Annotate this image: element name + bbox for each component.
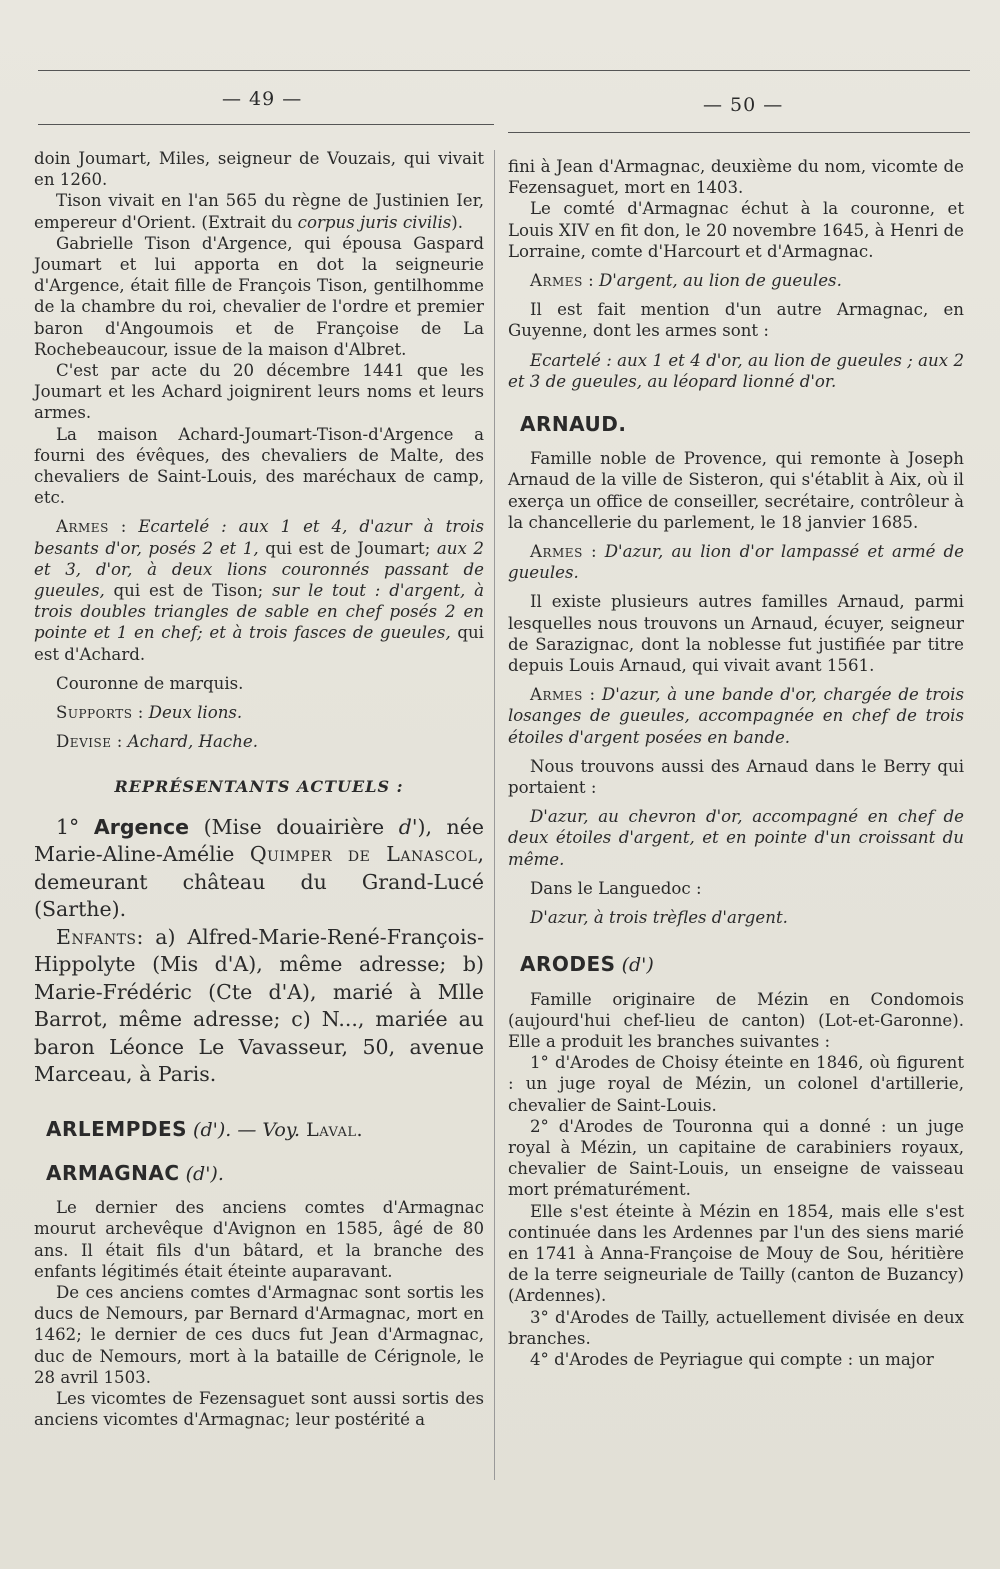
column-divider: [494, 150, 495, 1480]
paragraph: doin Joumart, Miles, seigneur de Vouzais, qui vivait en 1260.: [34, 149, 484, 190]
paragraph: Le dernier des anciens comtes d'Armagnac mourut archevêque d'Avignon en 1585, âgé de 80 ans. Il était fils d'un bâtard, et la branche des enfants légitimés était éteinte auparavant.: [34, 1198, 484, 1281]
paragraph: 4° d'Arodes de Peyriague qui compte : un major: [530, 1349, 934, 1369]
paragraph: Les vicomtes de Fezensaguet sont aussi sortis des anciens vicomtes d'Armagnac; leur postérité a: [34, 1388, 484, 1430]
paragraph: Nous trouvons aussi des Arnaud dans le Berry qui portaient :: [508, 756, 964, 798]
blazon: D'azur, à trois trèfles d'argent.: [530, 908, 788, 928]
paragraph: 1° d'Arodes de Choisy éteinte en 1846, où figurent : un juge royal de Mézin, un colonel d'artillerie, chevalier de Saint-Louis.: [508, 1053, 964, 1115]
paragraph: Famille originaire de Mézin en Condomois (aujourd'hui chef-lieu de canton) (Lot-et-Garonne). Elle a produit les branches suivantes :: [508, 989, 964, 1051]
paragraph: fini à Jean d'Armagnac, deuxième du nom, vicomte de Fezensaguet, mort en 1403.: [508, 157, 964, 198]
paragraph: 3° d'Arodes de Tailly, actuellement divisée en deux branches.: [508, 1307, 964, 1348]
left-column: [34, 148, 484, 1430]
paragraph: C'est par acte du 20 décembre 1441 que les Joumart et les Achard joignirent leurs noms et leurs armes.: [34, 361, 484, 423]
section-heading-arlempdes: ARLEMPDES (d'). — Voy. Laval.: [46, 1116, 364, 1141]
representant-name: Argence: [93, 814, 190, 839]
section-heading-armagnac: ARMAGNAC (d').: [46, 1160, 224, 1185]
paragraph: Elle s'est éteinte à Mézin en 1854, mais elle s'est continuée dans les Ardennes par l'un des siens marié en 1741 à Anna-Françoise de Mouy de Sou, héritière de la terre seigneuriale de Tailly (canton de Buzancy) (Ardennes).: [508, 1201, 964, 1306]
paragraph: Gabrielle Tison d'Argence, qui épousa Gaspard Joumart et lui apporta en dot la seigneurie d'Argence, était fille de François Tison, gentilhomme de la chambre du roi, chevalier de l'ordre et premier baron d'Angoumois et de Françoise de La Rochebeaucour, issue de la maison d'Albret.: [34, 233, 484, 359]
top-rule: [38, 70, 970, 71]
section-heading-arnaud: ARNAUD.: [520, 412, 627, 437]
representants-title: REPRÉSENTANTS ACTUELS :: [114, 777, 404, 797]
header-rule-left: [38, 124, 494, 125]
paragraph: Il existe plusieurs autres familles Arnaud, parmi lesquelles nous trouvons un Arnaud, écuyer, seigneur de Sarazignac, dont la noblesse fut justifiée par titre depuis Louis Arnaud, qui vivait avant 1561.: [508, 592, 964, 676]
section-heading-arodes: ARODES (d'): [520, 952, 654, 977]
devise-entry: Devise : Achard, Hache.: [56, 732, 258, 752]
paragraph: La maison Achard-Joumart-Tison-d'Argence a fourni des évêques, des chevaliers de Malte, des chevaliers de Saint-Louis, des maréchaux de camp, etc.: [34, 424, 484, 508]
paragraph: Famille noble de Provence, qui remonte à Joseph Arnaud de la ville de Sisteron, qui s'établit à Aix, où il exerça un office de conseiller, secrétaire, contrôleur à la chancellerie du parlement, le 18 janvier 1685.: [508, 449, 964, 532]
blazon: D'azur, au chevron d'or, accompagné en chef de deux étoiles d'argent, et en pointe d'un croissant du même.: [508, 807, 964, 869]
armes-entry: Armes : D'azur, au lion d'or lampassé et armé de gueules.: [508, 542, 965, 583]
armes-label: Armes: [56, 517, 109, 537]
couronne: Couronne de marquis.: [56, 673, 244, 693]
paragraph: Le comté d'Armagnac échut à la couronne, et Louis XIV en fit don, le 20 novembre 1645, à Henri de Lorraine, comte d'Harcourt et d'Armagnac.: [508, 199, 964, 261]
paragraph: De ces anciens comtes d'Armagnac sont sortis les ducs de Nemours, par Bernard d'Armagnac, mort en 1462; le dernier de ces ducs fut Jean d'Armagnac, duc de Nemours, mort à la bataille de Cérignole, le 28 avril 1503.: [34, 1282, 484, 1387]
representant-entry: 1° Argence (Mise douairière d'), née Marie-Aline-Amélie Quimper de Lanascol, demeurant château du Grand-Lucé (Sarthe).: [34, 814, 484, 922]
paragraph: Tison vivait en l'an 565 du règne de Justinien Ier, empereur d'Orient. (Extrait du corpus juris civilis).: [34, 191, 484, 232]
header-rule-right: [508, 132, 970, 133]
blazon: Ecartelé : aux 1 et 4 d'or, au lion de gueules ; aux 2 et 3 de gueules, au léopard lionné d'or.: [508, 350, 964, 391]
right-column: [508, 156, 964, 1370]
paragraph: 2° d'Arodes de Touronna qui a donné : un juge royal à Mézin, un capitaine de carabiniers royaux, chevalier de Saint-Louis, un enseigne de vaisseau mort prématurément.: [508, 1116, 964, 1200]
page-number-right: — 50 —: [703, 94, 784, 116]
armes-entry: Armes : D'argent, au lion de gueules.: [530, 271, 842, 291]
supports-entry: Supports : Deux lions.: [56, 703, 243, 723]
enfants-entry: Enfants: a) Alfred-Marie-René-François-Hippolyte (Mis d'A), même adresse; b) Marie-Frédéric (Cte d'A), marié à Mlle Barrot, même adresse; c) N..., mariée au baron Léonce Le Vavasseur, 50, avenue Marceau, à Paris.: [34, 924, 484, 1087]
paragraph: Il est fait mention d'un autre Armagnac, en Guyenne, dont les armes sont :: [508, 300, 964, 341]
paragraph: Dans le Languedoc :: [530, 878, 702, 898]
armes-entry: Armes : Ecartelé : aux 1 et 4, d'azur à trois besants d'or, posés 2 et 1, qui est de Joumart; aux 2 et 3, d'or, à deux lions couronnés passant de gueules, qui est de Tison; sur le tout : d'argent, à trois doubles triangles de sable en chef posés 2 en pointe et 1 en chef; et à trois fasces de gueules, qui est d'Achard.: [34, 517, 484, 664]
armes-entry: Armes : D'azur, à une bande d'or, chargée de trois losanges de gueules, accompagnée en chef de trois étoiles d'argent posées en bande.: [508, 685, 964, 747]
page-number-left: — 49 —: [222, 88, 303, 110]
